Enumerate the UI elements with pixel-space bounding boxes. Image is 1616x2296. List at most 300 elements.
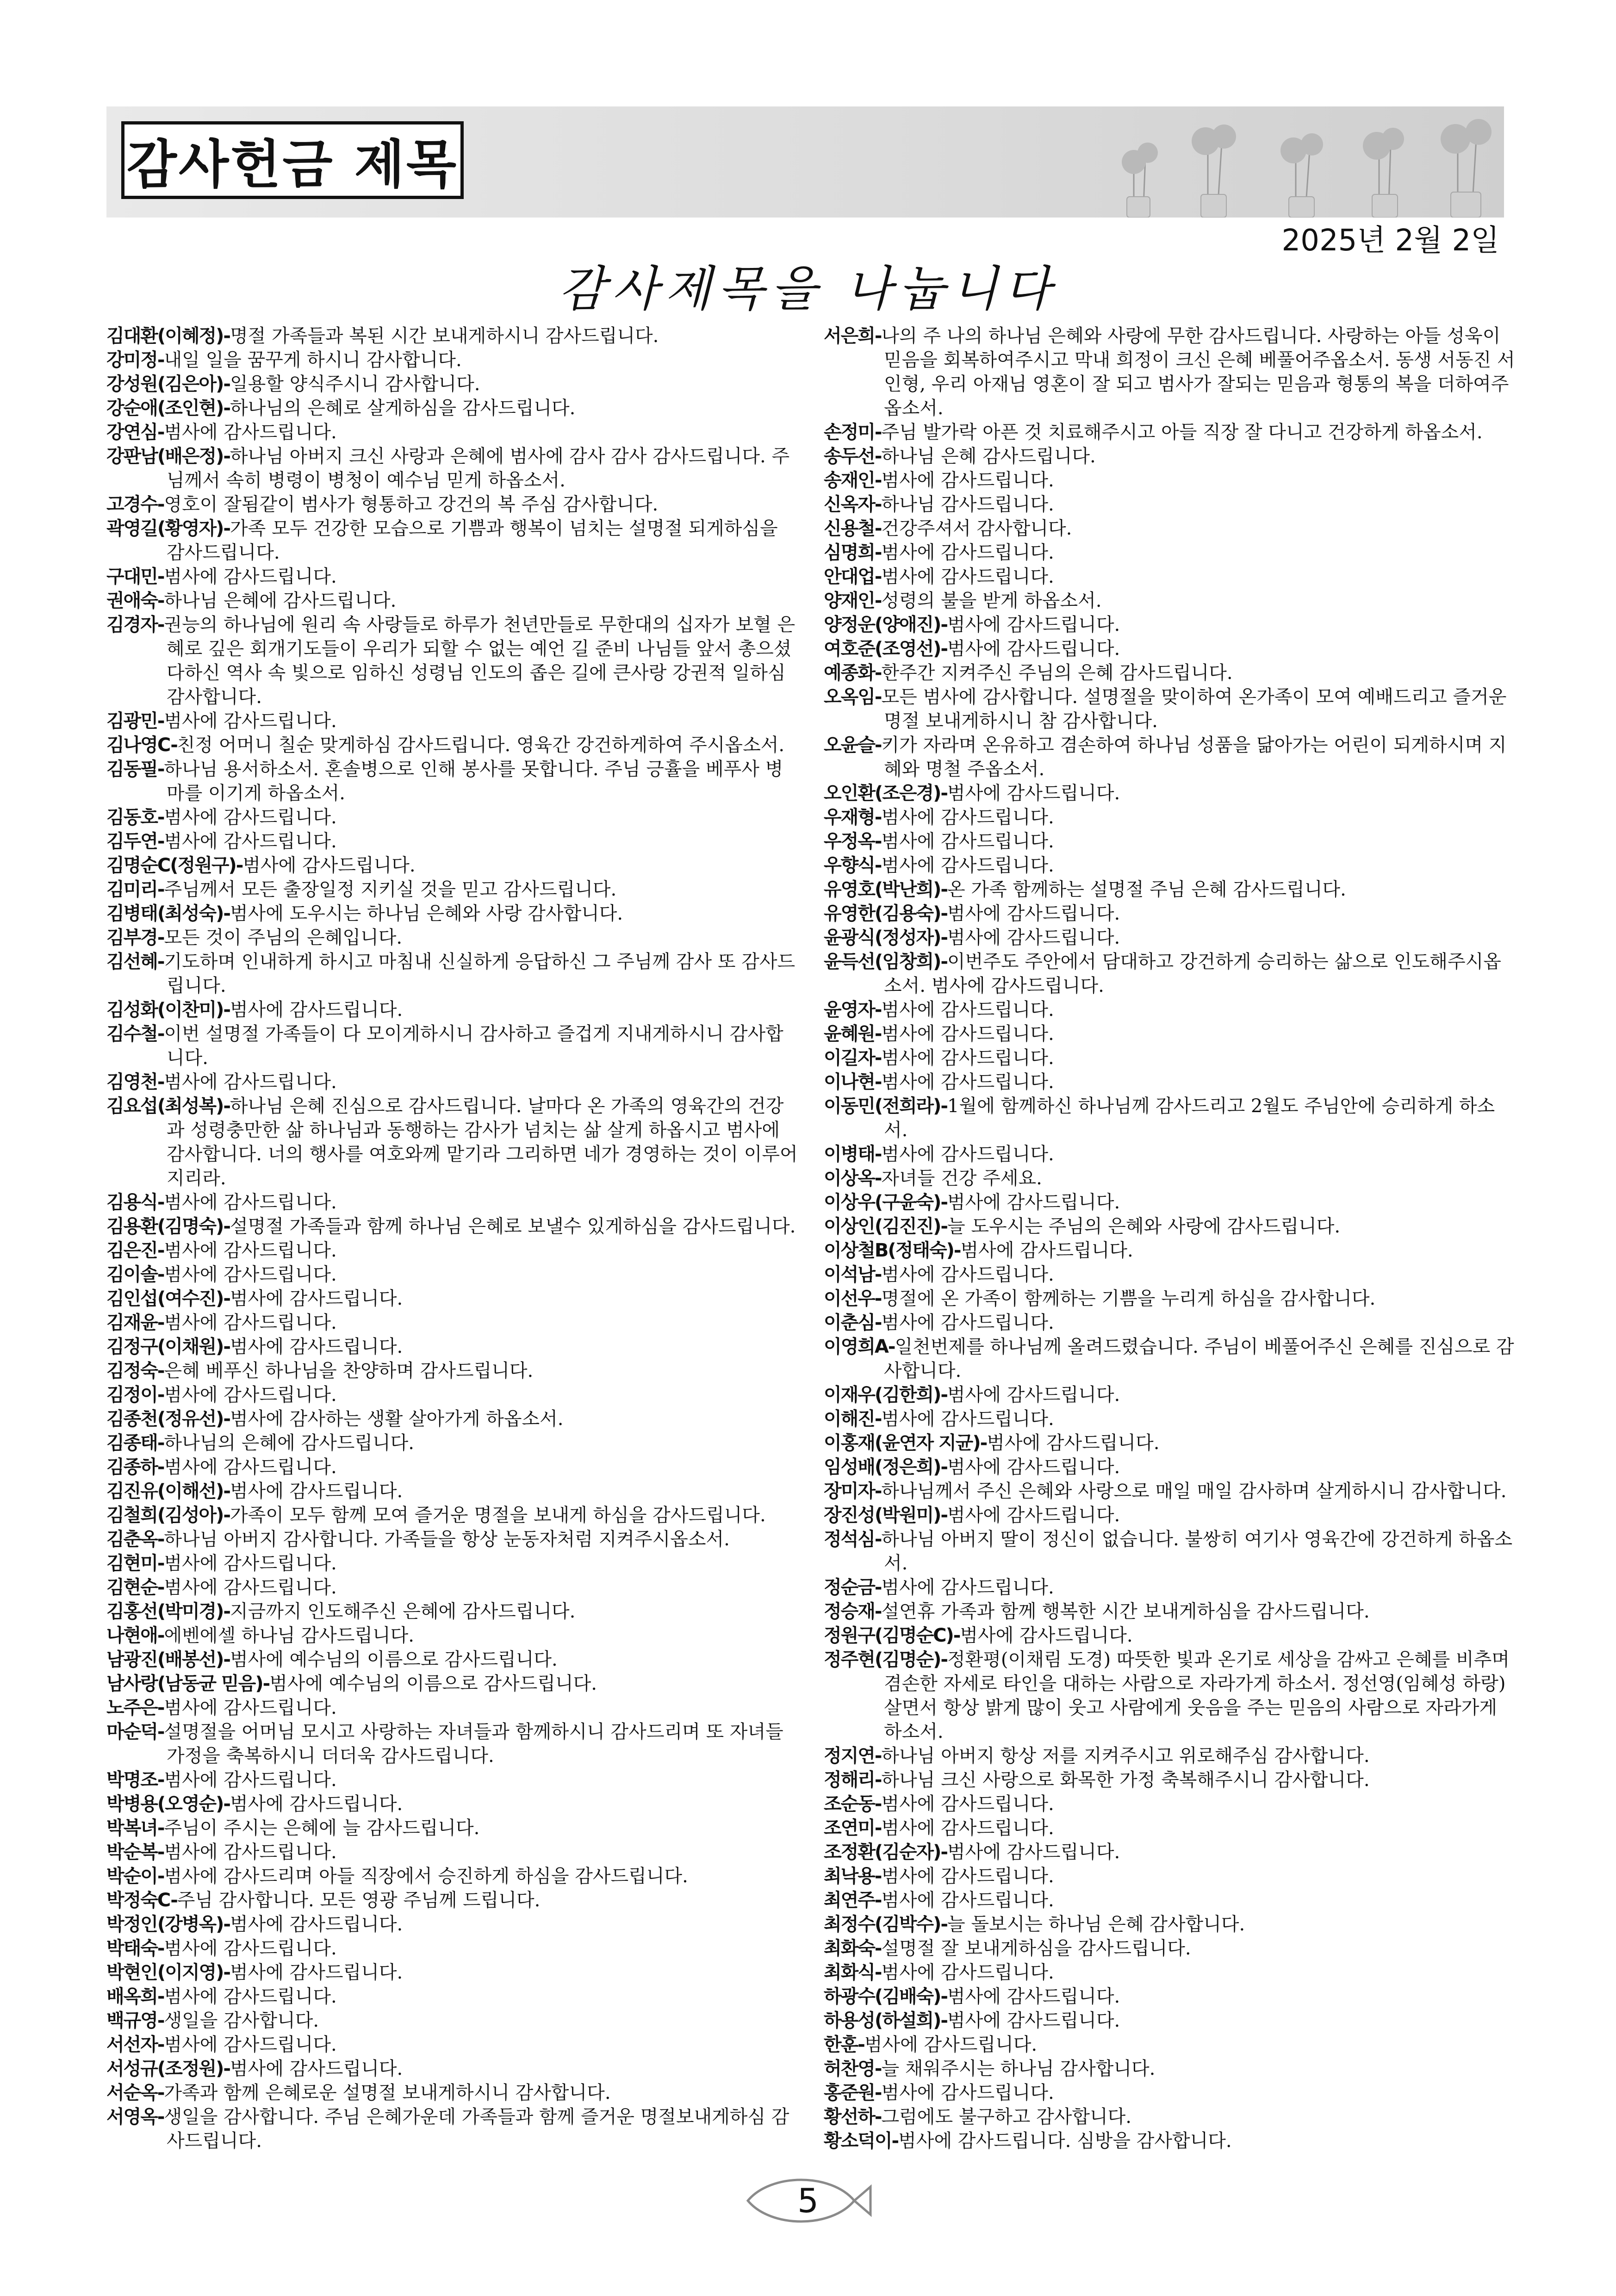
- thanks-text: 생일을 감사합니다.: [164, 2010, 319, 2031]
- thanks-text: 범사에 예수님의 이름으로 감사드립니다.: [269, 1673, 597, 1694]
- thanks-entry: [106, 1479, 801, 1503]
- thanks-text: 내일 일을 꿈꾸게 하시니 감사합니다.: [164, 349, 462, 371]
- thanks-entry: [106, 1383, 801, 1407]
- donor-name: 김정숙-: [106, 1360, 164, 1381]
- thanks-entry: [824, 1383, 1518, 1407]
- thanks-entry: [824, 1888, 1518, 1912]
- thanks-entry: [106, 613, 801, 709]
- thanks-text: 범사에 감사드립니다.: [164, 1697, 337, 1718]
- thanks-text: 범사에 감사하는 생활 살아가게 하옵소서.: [230, 1408, 564, 1430]
- thanks-entry: [106, 1936, 801, 1960]
- donor-name: 홍준원-: [824, 2082, 882, 2103]
- thanks-text: 키가 자라며 온유하고 겸손하여 하나님 성품을 닮아가는 어린이 되게하시며 지혜와 명철 주옵소서.: [881, 734, 1507, 780]
- thanks-text: 권능의 하나님에 원리 속 사랑들로 하루가 천년만들로 무한대의 십자가 보혈 은혜로 깊은 회개기도들이 우리가 되할 수 없는 예언 길 준비 나님들 앞서 총으셨다하신 역사 속 빛으로 임하신 성령님 인도의 좁은 길에 큰사랑 강권적 일하심 감사합니다.: [164, 614, 796, 708]
- donor-name: 김현순-: [106, 1577, 164, 1598]
- donor-name: 이동민(전희라)-: [824, 1095, 948, 1117]
- thanks-entry: [106, 1888, 801, 1912]
- donor-name: 여호준(조영선)-: [824, 638, 948, 660]
- thanks-entry: [106, 1985, 801, 2009]
- thanks-text: 범사에 감사드립니다.: [881, 1962, 1054, 1983]
- donor-name: 한훈-: [824, 2034, 864, 2055]
- donor-name: 정해리-: [824, 1769, 882, 1791]
- donor-name: 이상옥-: [824, 1168, 882, 1189]
- thanks-text: 범사에 감사드립니다.: [947, 614, 1120, 635]
- thanks-entry: [824, 613, 1518, 637]
- thanks-entry: [824, 1214, 1518, 1238]
- thanks-entry: [824, 1840, 1518, 1864]
- thanks-entry: [106, 1455, 801, 1479]
- donor-name: 김춘옥-: [106, 1529, 164, 1550]
- donor-name: 김종천(정유선)-: [106, 1408, 230, 1430]
- donor-name: 손정미-: [824, 422, 882, 443]
- donor-name: 임성배(정은희)-: [824, 1456, 948, 1478]
- thanks-text: 기도하며 인내하게 하시고 마침내 신실하게 응답하신 그 주님께 감사 또 감사드립니다.: [164, 951, 796, 996]
- thanks-entry: [106, 757, 801, 805]
- donor-name: 이재우(김한희)-: [824, 1384, 948, 1406]
- donor-name: 우향식-: [824, 855, 882, 876]
- thanks-text: 모든 것이 주님의 은혜입니다.: [164, 927, 403, 948]
- thanks-text: 주님이 주시는 은혜에 늘 감사드립니다.: [164, 1817, 480, 1839]
- donor-name: 최낙용-: [824, 1866, 882, 1887]
- donor-name: 정순금-: [824, 1577, 882, 1598]
- donor-name: 이해진-: [824, 1408, 882, 1430]
- donor-name: 양정운(양애진)-: [824, 614, 948, 635]
- thanks-entry: [824, 565, 1518, 589]
- thanks-text: 하나님 크신 사랑으로 화목한 가정 축복해주시니 감사합니다.: [881, 1769, 1370, 1791]
- thanks-entry: [106, 1070, 801, 1094]
- thanks-entry: [106, 2081, 801, 2105]
- thanks-entry: [106, 1768, 801, 1792]
- donor-name: 김나영C-: [106, 734, 177, 756]
- thanks-entry: [824, 685, 1518, 733]
- thanks-entry: [824, 1263, 1518, 1287]
- donor-name: 김성화(이찬미)-: [106, 999, 230, 1020]
- thanks-text: 범사에 감사드립니다.: [960, 1625, 1133, 1646]
- donor-name: 김진유(이해선)-: [106, 1481, 230, 1502]
- donor-name: 강연심-: [106, 422, 164, 443]
- thanks-entry: [106, 1311, 801, 1335]
- donor-name: 박정숙C-: [106, 1890, 177, 1911]
- thanks-entry: [824, 1335, 1518, 1383]
- thanks-text: 범사에 감사드립니다.: [947, 638, 1120, 660]
- thanks-entry: [824, 1960, 1518, 1985]
- thanks-text: 주님 감사합니다. 모든 영광 주님께 드립니다.: [177, 1890, 541, 1911]
- donor-name: 김병태(최성숙)-: [106, 903, 230, 924]
- donor-name: 송두선-: [824, 446, 882, 467]
- thanks-entry: [106, 1912, 801, 1936]
- thanks-entry: [824, 1455, 1518, 1479]
- thanks-text: 범사에 감사드립니다.: [881, 2082, 1054, 2103]
- thanks-entry: [106, 1190, 801, 1214]
- thanks-text: 범사에 감사드립니다.: [881, 1023, 1054, 1045]
- right-column: [824, 324, 1518, 2153]
- donor-name: 정주현(김명순)-: [824, 1649, 948, 1670]
- thanks-entry: [824, 1768, 1518, 1792]
- donor-name: 오옥임-: [824, 686, 882, 708]
- thanks-entry: [106, 2105, 801, 2153]
- thanks-entry: [824, 492, 1518, 516]
- thanks-text: 범사에 감사드립니다.: [164, 1553, 337, 1574]
- thanks-entry: [824, 2081, 1518, 2105]
- thanks-entry: [824, 1624, 1518, 1648]
- thanks-text: 범사에 도우시는 하나님 은혜와 사랑 감사합니다.: [230, 903, 623, 924]
- donor-name: 남사랑(남동균 믿음)-: [106, 1673, 270, 1694]
- thanks-entry: [824, 468, 1518, 492]
- donor-name: 김두연-: [106, 831, 164, 852]
- thanks-entry: [824, 541, 1518, 565]
- page-title: 감사헌금 제목: [126, 134, 459, 195]
- thanks-entry: [824, 1287, 1518, 1311]
- thanks-text: 친정 어머니 칠순 맞게하심 감사드립니다. 영육간 강건하게하여 주시옵소서.: [177, 734, 785, 756]
- donor-name: 윤광식(정성자)-: [824, 927, 948, 948]
- donor-name: 정원구(김명순C)-: [824, 1625, 960, 1646]
- thanks-text: 범사에 감사드립니다.: [164, 1456, 337, 1478]
- thanks-entry: [106, 348, 801, 372]
- thanks-entry: [106, 1672, 801, 1696]
- donor-name: 정지연-: [824, 1745, 882, 1767]
- donor-name: 하용성(하설희)-: [824, 2010, 948, 2031]
- thanks-entry: [824, 1142, 1518, 1166]
- thanks-entry: [106, 1840, 801, 1864]
- thanks-text: 주님 발가락 아픈 것 치료해주시고 아들 직장 잘 다니고 건강하게 하옵소서.: [881, 422, 1483, 443]
- thanks-entry: [106, 805, 801, 829]
- thanks-text: 범사에 감사드립니다.: [164, 807, 337, 828]
- thanks-text: 범사에 감사드립니다.: [881, 1264, 1054, 1285]
- donor-name: 이나현-: [824, 1071, 882, 1093]
- thanks-text: 그럼에도 불구하고 감사합니다.: [881, 2106, 1131, 2128]
- thanks-entry: [106, 565, 801, 589]
- thanks-text: 늘 돌보시는 하나님 은혜 감사합니다.: [947, 1914, 1245, 1935]
- thanks-entry: [824, 1479, 1518, 1503]
- thanks-text: 범사에 감사드립니다.: [881, 1793, 1054, 1815]
- thanks-text: 범사에 감사드립니다.: [164, 1938, 337, 1959]
- thanks-text: 주님께서 모든 출장일정 지키실 것을 믿고 감사드립니다.: [164, 879, 617, 900]
- thanks-text: 범사에 감사드립니다.: [164, 1071, 337, 1093]
- thanks-entry: [106, 324, 801, 348]
- donor-name: 서순옥-: [106, 2082, 164, 2103]
- donor-name: 정승재-: [824, 1601, 882, 1622]
- thanks-entry: [106, 1864, 801, 1888]
- donor-name: 예종화-: [824, 662, 882, 684]
- thanks-text: 범사에 감사드립니다.: [164, 1986, 337, 2007]
- thanks-entry: [106, 420, 801, 444]
- thanks-text: 범사에 감사드립니다. 심방을 감사합니다.: [898, 2130, 1232, 2152]
- thanks-entry: [106, 1263, 801, 1287]
- donor-name: 최화식-: [824, 1962, 882, 1983]
- donor-name: 박순이-: [106, 1866, 164, 1887]
- donor-name: 김종태-: [106, 1432, 164, 1454]
- thanks-entry: [824, 1407, 1518, 1431]
- thanks-text: 하나님 용서하소서. 혼솔병으로 인해 봉사를 못합니다. 주님 긍휼을 베푸사 병마를 이기게 하옵소서.: [164, 759, 783, 804]
- donor-name: 김정이-: [106, 1384, 164, 1406]
- thanks-text: 범사에 감사드립니다.: [947, 1192, 1120, 1213]
- thanks-text: 이번주도 주안에서 담대하고 강건하게 승리하는 삶으로 인도해주시옵소서. 범사에 감사드립니다.: [884, 951, 1501, 996]
- left-column: [106, 324, 801, 2153]
- thanks-entry: [824, 589, 1518, 613]
- thanks-text: 하나님 은혜에 감사드립니다.: [164, 590, 397, 611]
- thanks-entry: [824, 902, 1518, 926]
- donor-name: 곽영길(황영자)-: [106, 518, 230, 539]
- donor-name: 박명조-: [106, 1769, 164, 1791]
- donor-name: 오인환(조은경)-: [824, 783, 948, 804]
- thanks-text: 범사에 감사드립니다.: [164, 1240, 337, 1261]
- thanks-entry: [824, 2009, 1518, 2033]
- thanks-text: 하나님 아버지 딸이 정신이 없습니다. 불쌍히 여기사 영육간에 강건하게 하옵소서.: [881, 1529, 1513, 1574]
- thanks-entry: [106, 1696, 801, 1720]
- thanks-text: 온 가족 함께하는 설명절 주님 은혜 감사드립니다.: [947, 879, 1346, 900]
- thanks-text: 범사에 감사드립니다.: [947, 1384, 1120, 1406]
- donor-name: 유영한(김용숙)-: [824, 903, 948, 924]
- donor-name: 조연미-: [824, 1817, 882, 1839]
- thanks-text: 설명절 가족들과 함께 하나님 은혜로 보낼수 있게하심을 감사드립니다.: [230, 1216, 796, 1237]
- thanks-entry: [106, 1720, 801, 1768]
- thanks-entry: [824, 1166, 1518, 1190]
- thanks-entry: [106, 1359, 801, 1383]
- thanks-entry: [824, 2129, 1518, 2153]
- thanks-text: 범사에 감사드립니다.: [947, 1986, 1120, 2007]
- thanks-entry: [106, 1648, 801, 1672]
- thanks-entry: [106, 1094, 801, 1190]
- subtitle: 감사제목을 나눕니다: [559, 261, 1057, 317]
- thanks-text: 범사에 감사드립니다.: [230, 1288, 403, 1309]
- thanks-entry: [824, 1238, 1518, 1263]
- thanks-text: 범사에 감사드립니다.: [164, 1312, 337, 1333]
- thanks-text: 범사에 감사드립니다.: [230, 2058, 403, 2079]
- page-number: 5: [797, 2181, 819, 2220]
- donor-name: 김요섭(최성복)-: [106, 1095, 230, 1117]
- thanks-text: 1월에 함께하신 하나님께 감사드리고 2월도 주님안에 승리하게 하소서.: [884, 1095, 1495, 1141]
- thanks-entry: [824, 877, 1518, 902]
- thanks-text: 일용할 양식주시니 감사합니다.: [230, 373, 480, 395]
- thanks-entry: [106, 1022, 801, 1070]
- thanks-text: 범사에 감사드립니다.: [947, 903, 1120, 924]
- thanks-text: 범사에 감사드립니다.: [881, 1047, 1054, 1069]
- thanks-entry: [106, 1624, 801, 1648]
- donor-name: 윤득선(임창희)-: [824, 951, 948, 972]
- donor-name: 우정옥-: [824, 831, 882, 852]
- date-label: 2025년 2월 2일: [1281, 224, 1499, 258]
- thanks-entry: [824, 2105, 1518, 2129]
- donor-name: 윤영자-: [824, 999, 882, 1020]
- thanks-text: 범사에 감사드립니다.: [947, 1456, 1120, 1478]
- thanks-text: 범사에 감사드립니다.: [164, 831, 337, 852]
- thanks-entry: [106, 1792, 801, 1816]
- donor-name: 송재인-: [824, 470, 882, 491]
- thanks-text: 설연휴 가족과 함께 행복한 시간 보내게하심을 감사드립니다.: [881, 1601, 1370, 1622]
- thanks-text: 가족이 모두 함께 모여 즐거운 명절을 보내게 하심을 감사드립니다.: [230, 1505, 766, 1526]
- thanks-text: 범사에 감사드립니다.: [164, 1264, 337, 1285]
- thanks-entry: [106, 2009, 801, 2033]
- donor-name: 허찬영-: [824, 2058, 882, 2079]
- donor-name: 이홍재(윤연자 지균)-: [824, 1432, 987, 1454]
- donor-name: 황소덕이-: [824, 2130, 899, 2152]
- donor-name: 박현인(이지영)-: [106, 1962, 230, 1983]
- donor-name: 마순덕-: [106, 1721, 164, 1742]
- thanks-entry: [824, 1311, 1518, 1335]
- donor-name: 김현미-: [106, 1553, 164, 1574]
- donor-name: 김명순C(정원구)-: [106, 855, 243, 876]
- donor-name: 박복녀-: [106, 1817, 164, 1839]
- thanks-entry: [824, 2033, 1518, 2057]
- thanks-text: 범사에 감사드립니다.: [164, 2034, 337, 2055]
- thanks-text: 범사에 감사드립니다.: [230, 1962, 403, 1983]
- donor-name: 신옥자-: [824, 494, 882, 515]
- thanks-text: 범사에 감사드립니다.: [230, 1793, 403, 1815]
- thanks-text: 범사에 감사드립니다.: [881, 1866, 1054, 1887]
- thanks-text: 하나님 감사드립니다.: [881, 494, 1054, 515]
- thanks-text: 자녀들 건강 주세요.: [881, 1168, 1042, 1189]
- thanks-entry: [106, 950, 801, 998]
- donor-name: 강미정-: [106, 349, 164, 371]
- thanks-text: 정환평(이채림 도경) 따뜻한 빛과 온기로 세상을 감싸고 은혜를 비추며 겸손한 자세로 타인을 대하는 사람으로 자라가게 하소서. 정선영(임혜성 하랑) 살면서 항상 밝게 많이 웃고 사람에게 웃음을 주는 믿음의 사람으로 자라가게 하소서.: [884, 1649, 1510, 1742]
- donor-name: 최화숙-: [824, 1938, 882, 1959]
- thanks-text: 범사에 감사드립니다.: [881, 566, 1054, 587]
- donor-name: 이길자-: [824, 1047, 882, 1069]
- thanks-entry: [824, 1864, 1518, 1888]
- donor-name: 최정수(김박수)-: [824, 1914, 948, 1935]
- donor-name: 강순애(조인현)-: [106, 398, 230, 419]
- thanks-entry: [824, 1527, 1518, 1575]
- thanks-entry: [106, 1238, 801, 1263]
- donor-name: 정석심-: [824, 1529, 882, 1550]
- donor-name: 황선하-: [824, 2106, 882, 2128]
- thanks-entry: [824, 661, 1518, 685]
- thanks-text: 이번 설명절 가족들이 다 모이게하시니 감사하고 즐겁게 지내게하시니 감사합니다.: [164, 1023, 783, 1069]
- thanks-entry: [824, 444, 1518, 468]
- thanks-text: 범사에 감사드립니다.: [164, 422, 337, 443]
- thanks-text: 건강주셔서 감사합니다.: [881, 518, 1072, 539]
- thanks-entry: [106, 1551, 801, 1575]
- thanks-text: 범사에 감사드립니다.: [947, 2010, 1120, 2031]
- thanks-text: 범사에 감사드립니다.: [164, 566, 337, 587]
- thanks-text: 범사에 감사드립니다.: [947, 927, 1120, 948]
- donor-name: 배옥희-: [106, 1986, 164, 2007]
- thanks-text: 범사에 감사드립니다.: [164, 1842, 337, 1863]
- donor-name: 김광민-: [106, 710, 164, 732]
- thanks-entry: [824, 1985, 1518, 2009]
- thanks-text: 범사에 감사드립니다.: [947, 783, 1120, 804]
- thanks-text: 범사에 감사드립니다.: [864, 2034, 1038, 2055]
- thanks-entry: [106, 1214, 801, 1238]
- thanks-entry: [106, 516, 801, 565]
- donor-name: 구대민-: [106, 566, 164, 587]
- thanks-text: 범사에 감사드립니다.: [164, 1577, 337, 1598]
- donor-name: 서성규(조정원)-: [106, 2058, 230, 2079]
- donor-name: 박태숙-: [106, 1938, 164, 1959]
- donor-name: 장미자-: [824, 1481, 882, 1502]
- donor-name: 박순복-: [106, 1842, 164, 1863]
- donor-name: 윤혜원-: [824, 1023, 882, 1045]
- thanks-text: 범사에 감사드립니다.: [881, 1408, 1054, 1430]
- thanks-text: 에벤에셀 하나님 감사드립니다.: [164, 1625, 414, 1646]
- thanks-entry: [106, 1575, 801, 1599]
- thanks-entry: [824, 733, 1518, 781]
- donor-name: 나현애-: [106, 1625, 164, 1646]
- thanks-text: 범사에 감사드립니다.: [164, 710, 337, 732]
- thanks-text: 범사에 감사드립니다.: [230, 999, 403, 1020]
- donor-name: 서은희-: [824, 325, 882, 347]
- thanks-entry: [824, 1648, 1518, 1744]
- donor-name: 이병태-: [824, 1144, 882, 1165]
- donor-name: 노주은-: [106, 1697, 164, 1718]
- donor-name: 김홍선(박미경)-: [106, 1601, 230, 1622]
- donor-name: 신용철-: [824, 518, 882, 539]
- thanks-entry: [106, 902, 801, 926]
- donor-name: 양재인-: [824, 590, 882, 611]
- thanks-entry: [106, 492, 801, 516]
- donor-name: 김대환(이혜정)-: [106, 325, 230, 347]
- thanks-text: 명절에 온 가족이 함께하는 기쁨을 누리게 하심을 감사합니다.: [881, 1288, 1376, 1309]
- thanks-text: 늘 채워주시는 하나님 감사합니다.: [881, 2058, 1156, 2079]
- thanks-text: 성령의 불을 받게 하옵소서.: [881, 590, 1102, 611]
- thanks-text: 범사에 감사드립니다.: [881, 999, 1054, 1020]
- thanks-entry: [106, 1407, 801, 1431]
- donor-name: 강판남(배은정)-: [106, 446, 230, 467]
- thanks-entry: [824, 926, 1518, 950]
- donor-name: 하광수(김배숙)-: [824, 1986, 948, 2007]
- thanks-entry: [106, 1287, 801, 1311]
- thanks-text: 범사에 감사드립니다.: [881, 855, 1054, 876]
- donor-name: 김부경-: [106, 927, 164, 948]
- thanks-entry: [824, 781, 1518, 805]
- donor-name: 이상철B(정태숙)-: [824, 1240, 961, 1261]
- donor-name: 김정구(이채원)-: [106, 1336, 230, 1357]
- thanks-text: 범사에 감사드립니다.: [230, 1336, 403, 1357]
- thanks-entry: [106, 1960, 801, 1985]
- donor-name: 김이솔-: [106, 1264, 164, 1285]
- donor-name: 우재형-: [824, 807, 882, 828]
- thanks-entry: [106, 709, 801, 733]
- thanks-text: 범사에 감사드립니다.: [987, 1432, 1160, 1454]
- thanks-entry: [824, 324, 1518, 420]
- thanks-entry: [106, 444, 801, 492]
- thanks-text: 가족 모두 건강한 모습으로 기쁨과 행복이 넘치는 설명절 되게하심을 감사드립니다.: [167, 518, 778, 563]
- donor-name: 유영호(박난희)-: [824, 879, 948, 900]
- thanks-text: 범사에 감사드립니다.: [947, 1505, 1120, 1526]
- thanks-text: 범사에 감사드립니다.: [881, 831, 1054, 852]
- thanks-entry: [824, 1046, 1518, 1070]
- thanks-text: 범사에 감사드립니다.: [881, 1890, 1054, 1911]
- thanks-entry: [824, 998, 1518, 1022]
- donor-name: 김영천-: [106, 1071, 164, 1093]
- thanks-entry: [824, 1190, 1518, 1214]
- thanks-entry: [106, 2033, 801, 2057]
- thanks-text: 범사에 감사드립니다.: [881, 542, 1054, 563]
- donor-name: 권애숙-: [106, 590, 164, 611]
- thanks-text: 범사에 감사드립니다.: [230, 1914, 403, 1935]
- donor-name: 박정인(강병옥)-: [106, 1914, 230, 1935]
- thanks-entry: [824, 1912, 1518, 1936]
- donor-name: 남광진(배봉선)-: [106, 1649, 230, 1670]
- thanks-text: 설명절 잘 보내게하심을 감사드립니다.: [881, 1938, 1191, 1959]
- thanks-entry: [106, 926, 801, 950]
- donor-name: 이상인(김진진)-: [824, 1216, 948, 1237]
- thanks-text: 범사에 감사드립니다.: [164, 1384, 337, 1406]
- thanks-text: 은혜 베푸신 하나님을 찬양하며 감사드립니다.: [164, 1360, 534, 1381]
- thanks-entry: [824, 420, 1518, 444]
- donor-name: 김재윤-: [106, 1312, 164, 1333]
- donor-name: 오윤슬-: [824, 734, 882, 756]
- donor-name: 이선우-: [824, 1288, 882, 1309]
- thanks-entry: [824, 1575, 1518, 1599]
- donor-name: 박병용(오영순)-: [106, 1793, 230, 1815]
- donor-name: 서영옥-: [106, 2106, 164, 2128]
- thanks-text: 범사에 감사드립니다.: [164, 1192, 337, 1213]
- thanks-text: 영호이 잘됨같이 범사가 형통하고 강건의 복 주심 감사합니다.: [164, 494, 659, 515]
- thanks-text: 하나님 아버지 감사합니다. 가족들을 항상 눈동자처럼 지켜주시옵소서.: [164, 1529, 730, 1550]
- donor-name: 김미리-: [106, 879, 164, 900]
- thanks-text: 하나님의 은혜에 감사드립니다.: [164, 1432, 414, 1454]
